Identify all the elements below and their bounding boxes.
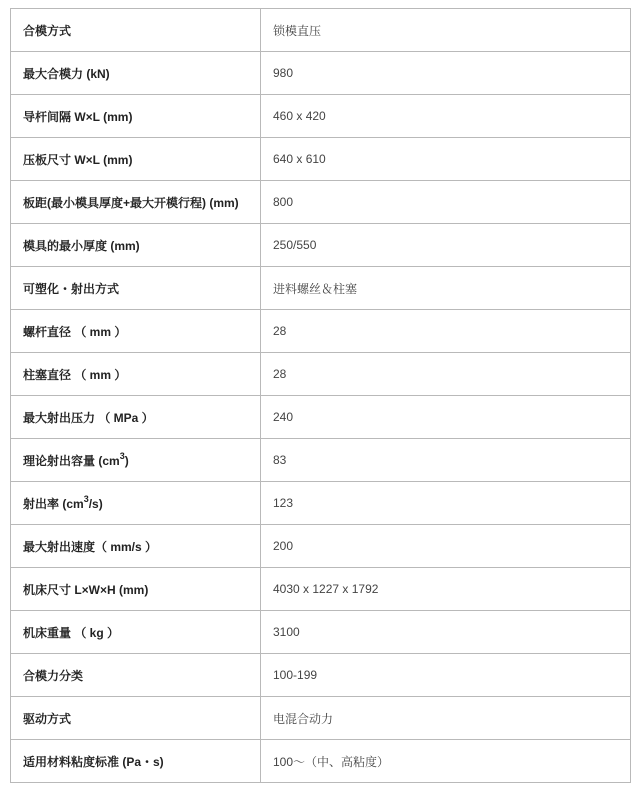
param-value: 460 x 420 — [261, 95, 631, 138]
table-row — [11, 9, 631, 52]
superscript: 3 — [119, 450, 125, 461]
table-row — [11, 654, 631, 697]
param-label — [11, 439, 261, 482]
table-row — [11, 439, 631, 482]
table-row — [11, 181, 631, 224]
param-label-text: 理论射出容量 (cm — [23, 453, 120, 468]
param-label-suffix: /s) — [88, 496, 103, 511]
param-label: 机床重量 （ kg ） — [11, 611, 261, 654]
param-label — [11, 482, 261, 525]
param-label: 最大射出速度（ mm/s ） — [11, 525, 261, 568]
table-row — [11, 138, 631, 181]
param-value: 100-199 — [261, 654, 631, 697]
param-value: 进料螺丝＆柱塞 — [261, 267, 631, 310]
param-label: 压板尺寸 W×L (mm) — [11, 138, 261, 181]
param-value: 83 — [261, 439, 631, 482]
param-label: 机床尺寸 L×W×H (mm) — [11, 568, 261, 611]
param-value: 锁模直压 — [261, 9, 631, 52]
param-label: 模具的最小厚度 (mm) — [11, 224, 261, 267]
param-label: 最大射出压力 （ MPa ） — [11, 396, 261, 439]
param-label: 适用材料粘度标准 (Pa・s) — [11, 740, 261, 783]
table-row — [11, 353, 631, 396]
param-value: 28 — [261, 310, 631, 353]
param-label: 螺杆直径 （ mm ） — [11, 310, 261, 353]
param-value: 980 — [261, 52, 631, 95]
param-label: 板距(最小模具厚度+最大开模行程) (mm) — [11, 181, 261, 224]
table-row — [11, 482, 631, 525]
table-row — [11, 52, 631, 95]
param-value: 200 — [261, 525, 631, 568]
param-value: 3100 — [261, 611, 631, 654]
param-label: 合模力分类 — [11, 654, 261, 697]
param-value: 640 x 610 — [261, 138, 631, 181]
table-row — [11, 568, 631, 611]
table-row — [11, 740, 631, 783]
param-label: 合模方式 — [11, 9, 261, 52]
table-row — [11, 224, 631, 267]
table-row — [11, 611, 631, 654]
param-label: 可塑化・射出方式 — [11, 267, 261, 310]
param-value: 123 — [261, 482, 631, 525]
param-value: 800 — [261, 181, 631, 224]
table-row — [11, 697, 631, 740]
table-row — [11, 396, 631, 439]
param-value: 电混合动力 — [261, 697, 631, 740]
table-row — [11, 310, 631, 353]
spec-table — [10, 8, 631, 783]
param-value: 100～（中、高粘度） — [261, 740, 631, 783]
param-label: 最大合模力 (kN) — [11, 52, 261, 95]
param-label: 柱塞直径 （ mm ） — [11, 353, 261, 396]
param-value: 250/550 — [261, 224, 631, 267]
param-value: 4030 x 1227 x 1792 — [261, 568, 631, 611]
table-row — [11, 525, 631, 568]
param-label: 导杆间隔 W×L (mm) — [11, 95, 261, 138]
param-label-text: 射出率 (cm — [23, 496, 84, 511]
param-label-suffix: ) — [124, 453, 129, 468]
table-row — [11, 95, 631, 138]
param-label: 驱动方式 — [11, 697, 261, 740]
table-row — [11, 267, 631, 310]
param-value: 240 — [261, 396, 631, 439]
param-value: 28 — [261, 353, 631, 396]
superscript: 3 — [83, 493, 89, 504]
